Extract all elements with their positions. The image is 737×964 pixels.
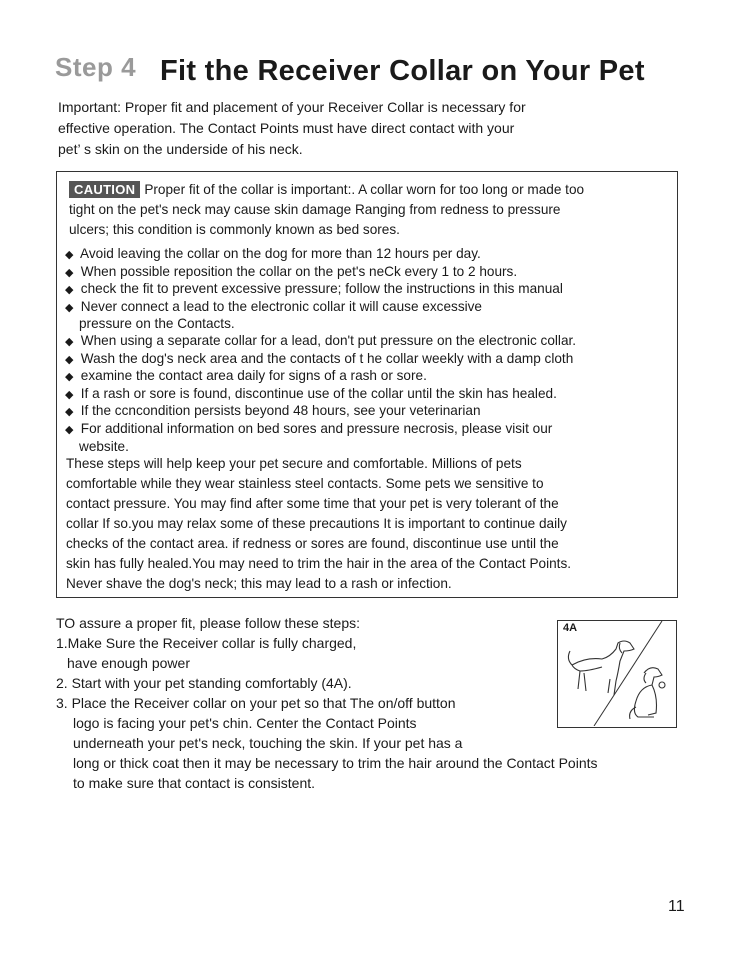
fit-step-3: 3. Place the Receiver collar on your pet so that The on/off button — [56, 695, 456, 711]
closing-line: collar If so.you may relax some of these precautions It is important to continue daily — [66, 516, 567, 531]
diamond-bullet-icon: ◆ — [65, 284, 74, 297]
bullet-item: ◆ When using a separate collar for a lead, don't put pressure on the electronic collar. — [65, 333, 576, 351]
intro-paragraph — [58, 97, 658, 160]
fit-step-1: 1.Make Sure the Receiver collar is fully charged, — [56, 635, 357, 651]
closing-line: comfortable while they wear stainless steel contacts. Some pets we sensitive to — [66, 476, 544, 491]
diamond-bullet-icon: ◆ — [65, 301, 74, 314]
bullet-item: ◆ examine the contact area daily for signs of a rash or sore. — [65, 368, 576, 386]
diamond-bullet-icon: ◆ — [65, 335, 74, 348]
fit-step-3-cont: to make sure that contact is consistent. — [73, 775, 316, 791]
caution-line: CAUTION Proper fit of the collar is important:. A collar worn for too long or made too — [69, 180, 584, 200]
diamond-bullet-icon: ◆ — [65, 353, 74, 366]
caution-line: tight on the pet's neck may cause skin damage Ranging from redness to pressure — [69, 202, 561, 217]
fit-intro: TO assure a proper fit, please follow these steps: — [56, 615, 361, 631]
figure-label: 4A — [563, 622, 578, 634]
caution-box — [56, 171, 678, 598]
closing-line: contact pressure. You may find after some time that your pet is very tolerant of the — [66, 496, 559, 511]
page-number: 11 — [668, 898, 685, 915]
fit-step-3-cont: logo is facing your pet's chin. Center the Contact Points — [73, 715, 417, 731]
fit-instructions — [56, 613, 598, 793]
diamond-bullet-icon: ◆ — [65, 388, 74, 401]
intro-line: effective operation. The Contact Points must have direct contact with your — [58, 120, 515, 136]
fit-step-1-cont: have enough power — [67, 655, 190, 671]
closing-line: checks of the contact area. if redness or sores are found, discontinue use until the — [66, 536, 559, 551]
bullet-item: ◆ If a rash or sore is found, discontinue use of the collar until the skin has healed. — [65, 386, 576, 404]
bullet-item: ◆ Wash the dog's neck area and the contacts of t he collar weekly with a damp cloth — [65, 351, 576, 369]
bullet-item: ◆ Never connect a lead to the electronic collar it will cause excessive — [65, 299, 576, 317]
bullet-item: ◆ For additional information on bed sores and pressure necrosis, please visit our — [65, 421, 576, 439]
standing-dog-icon — [568, 641, 634, 695]
divider-line — [594, 621, 662, 726]
diamond-bullet-icon: ◆ — [65, 406, 74, 419]
intro-line: Important: Proper fit and placement of your Receiver Collar is necessary for — [58, 99, 526, 115]
figure-4a — [557, 620, 677, 728]
bullet-list — [65, 246, 576, 455]
closing-paragraph — [66, 454, 571, 594]
caution-line: ulcers; this condition is commonly known as bed sores. — [69, 222, 400, 237]
diamond-bullet-icon: ◆ — [65, 371, 74, 384]
bullet-continuation: website. — [79, 438, 129, 454]
fit-step-3-cont: underneath your pet's neck, touching the skin. If your pet has a — [73, 735, 463, 751]
bullet-continuation: pressure on the Contacts. — [79, 316, 235, 332]
bullet-item: ◆ check the fit to prevent excessive pressure; follow the instructions in this manual — [65, 281, 576, 299]
caution-text — [69, 180, 584, 240]
bullet-item: ◆ Avoid leaving the collar on the dog for more than 12 hours per day. — [65, 246, 576, 264]
caution-badge: CAUTION — [69, 181, 140, 198]
closing-line: Never shave the dog's neck; this may lead to a rash or infection. — [66, 576, 452, 591]
bullet-item: ◆ When possible reposition the collar on the pet's neCk every 1 to 2 hours. — [65, 264, 576, 282]
diamond-bullet-icon: ◆ — [65, 249, 74, 261]
diamond-bullet-icon: ◆ — [65, 423, 74, 436]
page-title: Fit the Receiver Collar on Your Pet — [160, 55, 645, 87]
dog-illustration — [558, 621, 675, 726]
intro-line: pet’ s skin on the underside of his neck. — [58, 141, 303, 157]
closing-line: skin has fully healed.You may need to trim the hair in the area of the Contact Points. — [66, 556, 572, 571]
fit-step-3-cont: long or thick coat then it may be necessary to trim the hair around the Contact Points — [73, 755, 598, 771]
step-label: Step 4 — [55, 52, 137, 82]
bullet-item: ◆ If the ccncondition persists beyond 48 hours, see your veterinarian — [65, 403, 576, 421]
closing-line: These steps will help keep your pet secure and comfortable. Millions of pets — [66, 456, 522, 471]
diamond-bullet-icon: ◆ — [65, 266, 74, 279]
sitting-dog-icon — [630, 668, 665, 719]
fit-step-2: 2. Start with your pet standing comfortably (4A). — [56, 675, 352, 691]
